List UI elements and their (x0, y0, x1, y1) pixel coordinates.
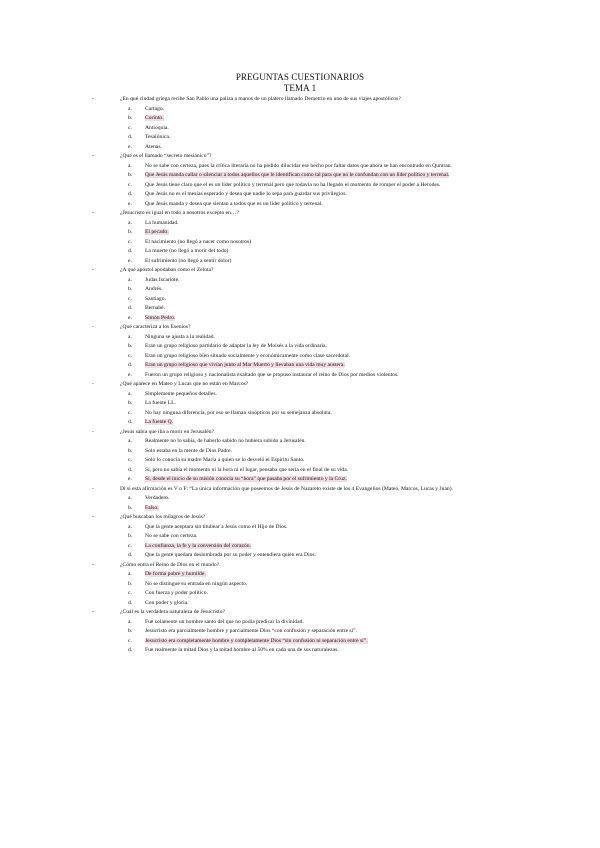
question-bullet: - (92, 153, 94, 159)
answer-option (128, 103, 522, 113)
question-bullet: - (92, 428, 94, 435)
answer-option-highlighted (128, 540, 522, 550)
answer-option (128, 236, 522, 246)
option-text: Ninguna se ajusta a la realidad. (145, 333, 215, 340)
option-letter: e. (128, 371, 132, 378)
question-item (92, 267, 520, 274)
option-letter: a. (128, 219, 132, 226)
answer-option (128, 464, 522, 474)
question-item (92, 324, 520, 331)
answer-option-highlighted (128, 569, 522, 579)
answer-option-highlighted (128, 113, 522, 123)
option-letter: c. (128, 542, 132, 549)
question-text: ¿Jesucristo es igual en todo a nosotros excepto en…? (120, 210, 239, 216)
answer-option (128, 436, 522, 446)
option-letter: d. (128, 362, 133, 368)
option-text: Eran un grupo religioso partidario de adaptar la ley de Moisés a la vida ordinaria. (145, 343, 327, 349)
option-letter: a. (128, 105, 132, 112)
question-item (92, 609, 520, 616)
answer-option (128, 578, 522, 588)
option-text: Que Jesús manda y desea que sientan a todos que es un líder político y terrenal. (145, 200, 323, 207)
question-item (92, 96, 520, 103)
option-text: Bernabé. (145, 305, 166, 311)
option-letter: c. (128, 409, 132, 416)
option-text: La muerte (no llegó a morir del todo) (145, 248, 229, 254)
answer-option (128, 132, 522, 142)
option-letter: c. (128, 295, 132, 302)
answer-option (128, 350, 522, 360)
option-text: Corinto. (145, 115, 164, 121)
answer-option-highlighted (128, 502, 522, 512)
answer-option (128, 293, 522, 303)
option-text: Con fuerza y poder político. (145, 590, 208, 596)
option-letter: e. (128, 314, 132, 321)
option-letter: c. (128, 352, 132, 359)
answer-option-highlighted (128, 227, 522, 237)
answer-option-highlighted (128, 474, 522, 484)
option-letter: b. (128, 400, 133, 406)
option-letter: b. (128, 504, 133, 511)
option-letter: a. (128, 390, 132, 397)
question-text: ¿Cómo entra el Reino de Dios en el mundo? (120, 561, 220, 568)
answer-option (128, 521, 522, 531)
answer-option (128, 246, 522, 256)
option-letter: a. (128, 438, 132, 444)
option-text: Cartago. (145, 105, 165, 112)
option-letter: e. (128, 257, 132, 264)
answer-option (128, 493, 522, 503)
question-item (92, 210, 520, 217)
option-text: Jesucristo era parcialmente hombre y parcialmente Dios “con confusión y separación entre sí”. (145, 628, 358, 634)
option-letter: c. (128, 457, 132, 463)
option-letter: d. (128, 134, 133, 140)
option-letter: a. (128, 523, 132, 530)
option-letter: d. (128, 248, 133, 254)
question-bullet: - (92, 561, 94, 568)
question-item (92, 561, 520, 569)
option-text: De forma pobre y humilde. (145, 571, 206, 577)
option-letter: a. (128, 276, 132, 283)
question-text: Di si esta afirmación es V o F: “La única información que poseemos de Jesús de Nazareto existe de los 4 Evangelios (Mateo, Marcos, Lucas y Juan). (120, 485, 453, 492)
answer-option (128, 588, 522, 598)
question-text: ¿Qué buscaban los milagros de Jesús? (120, 514, 206, 520)
option-letter: b. (128, 628, 133, 634)
option-text: Eran un grupo religioso que vivían junto al Mar Muerto y llevaban una vida muy austera. (145, 362, 345, 368)
answer-option (128, 369, 522, 379)
answer-option-highlighted (128, 360, 522, 370)
document-subtitle: TEMA 1 (283, 83, 317, 93)
answer-option (128, 407, 522, 417)
question-bullet: - (92, 96, 94, 102)
option-letter: b. (128, 533, 133, 539)
option-letter: c. (128, 124, 132, 131)
option-text: La humanidad. (145, 219, 179, 226)
question-bullet: - (92, 609, 94, 615)
option-text: El nacimiento (no llegó a nacer como nosotros) (145, 238, 252, 245)
answer-option (128, 331, 522, 341)
option-text: Jesucristo era completamente hombre y completamente Dios “sin confusión ni separación entre sí”. (145, 637, 368, 644)
option-letter: c. (128, 181, 132, 188)
option-text: No se sabe con certeza, pues la crítica literaria no ha podido dilucidar ese hecho por faltar datos que ahora se han encontrado en Qumran. (145, 162, 452, 169)
option-letter: d. (128, 466, 133, 473)
option-text: Fue realmente la mitad Dios y la mitad hombre al 50% en cada una de sus naturalezas. (145, 647, 339, 653)
option-letter: a. (128, 618, 132, 625)
answer-option (128, 160, 522, 170)
option-letter: d. (128, 305, 133, 311)
question-text: ¿Jesús sabía que iba a morir en Jerusalén? (120, 428, 214, 435)
answer-option-highlighted (128, 312, 522, 322)
question-bullet: - (92, 485, 94, 492)
option-text: El sufrimiento (no llegó a sentir dolor) (145, 257, 232, 264)
answer-option (128, 455, 522, 465)
question-text: ¿Qué aparece en Mateo y Lucas que no están en Marcos? (120, 381, 249, 387)
question-bullet: - (92, 381, 94, 387)
option-letter: c. (128, 238, 132, 245)
option-text: Que Jesús manda callar o silenciar a todos aquellos que le identifican como tal para que no le confundan con un líder político y terrenal. (145, 172, 450, 178)
option-letter: e. (128, 200, 132, 207)
option-text: Con poder y gloria. (145, 599, 189, 606)
option-letter: b. (128, 286, 133, 292)
question-text: ¿Cuál es la verdadera naturaleza de Jesucristo? (120, 609, 225, 615)
option-letter: d. (128, 647, 133, 653)
question-list (0, 96, 600, 654)
answer-option (128, 179, 522, 189)
question-bullet: - (92, 267, 94, 273)
question-item (92, 485, 520, 493)
option-text: La fuente LL. (145, 400, 176, 406)
answer-option (128, 445, 522, 455)
answer-option (128, 189, 522, 199)
option-letter: a. (128, 495, 132, 501)
option-text: No se sabe con certeza. (145, 533, 198, 539)
option-letter: b. (128, 580, 133, 587)
option-text: Verdadero. (145, 495, 170, 501)
option-text: Que la gente quedara deslumbrada por su poder y entendiera quién era Dios. (145, 552, 317, 558)
option-text: Simón Pedro. (145, 314, 176, 321)
question-item (92, 514, 520, 521)
answer-option-highlighted (128, 635, 522, 645)
option-text: Simplemente pequeños detalles. (145, 390, 217, 397)
option-text: Falso. (145, 504, 159, 511)
answer-option (128, 303, 522, 313)
document-title: PREGUNTAS CUESTIONARIOS (235, 72, 365, 82)
option-letter: d. (128, 599, 133, 606)
answer-option (128, 341, 522, 351)
option-letter: d. (128, 419, 133, 425)
option-letter: e. (128, 143, 132, 150)
option-letter: c. (128, 590, 132, 596)
answer-option (128, 198, 522, 208)
answer-option-highlighted (128, 417, 522, 427)
option-text: Atenas. (145, 143, 162, 150)
option-letter: a. (128, 333, 132, 340)
answer-option (128, 284, 522, 294)
option-text: Solo lo conocía su madre María a quien se lo desveló el Espíritu Santo. (145, 457, 305, 463)
question-text: ¿Qué es el llamado “secreto mesiánico”? (120, 153, 212, 159)
option-text: Antioquía. (145, 124, 169, 131)
option-text: Santiago. (145, 295, 166, 302)
question-item (92, 381, 520, 388)
question-text: ¿Qué caracteriza a los Esenios? (120, 324, 191, 330)
option-text: Sí, pero no sabía el momento ni la hora ni el lugar, pensaba que sería en el final de su vida. (145, 466, 349, 473)
option-text: El pecado. (145, 229, 169, 235)
option-text: Fueron un grupo religioso y nacionalista exaltado que se propuso instaurar el reino de Dios por medios violentos. (145, 371, 399, 378)
option-text: Que Jesús no es el mesías esperado y desea que nadie lo sepa para guardar sus privilegios. (145, 191, 347, 197)
answer-option-highlighted (128, 170, 522, 180)
option-letter: b. (128, 447, 133, 454)
answer-option (128, 550, 522, 560)
answer-option (128, 122, 522, 132)
answer-option (128, 597, 522, 607)
option-text: Judas Iscariote. (145, 276, 180, 283)
answer-option (128, 531, 522, 541)
option-text: Solo estaba en la mente de Dios Padre. (145, 447, 232, 454)
option-letter: b. (128, 343, 133, 349)
option-text: Andrés. (145, 286, 163, 292)
option-text: Fue solamente un hombre santo del que no podía predicar la divinidad. (145, 618, 304, 625)
question-item (92, 428, 520, 436)
answer-option (128, 626, 522, 636)
question-item (92, 153, 520, 160)
answer-option (128, 141, 522, 151)
question-bullet: - (92, 324, 94, 330)
answer-option (128, 217, 522, 227)
question-bullet: - (92, 514, 94, 520)
document-header (0, 72, 600, 94)
option-text: Realmente no lo sabía, de haberlo sabido no hubiera subido a Jerusalén. (145, 438, 306, 444)
option-text: No hay ninguna diferencia, por eso se llaman sinópticos por su semejanza absoluta. (145, 409, 332, 416)
option-text: Eran un grupo religioso bien situado socialmente y económicamente como clase sacerdotal. (145, 352, 351, 359)
answer-option (128, 645, 522, 655)
answer-option (128, 398, 522, 408)
answer-option (128, 274, 522, 284)
option-text: La confianza, la fe y la conversión del corazón. (145, 542, 251, 549)
answer-option (128, 388, 522, 398)
option-text: Que Jesús tiene claro que el es un líder político y terrenal pero que todavía no ha llegado el momento de romper el poder a Herodes. (145, 181, 441, 188)
option-letter: b. (128, 115, 133, 121)
question-text: ¿A qué apóstol apodaban como el Zelota? (120, 267, 214, 273)
option-text: Que la gente aceptara sin titubear a Jesús como el Hijo de Dios. (145, 523, 288, 530)
option-text: No se distingue su entrada en ningún aspecto. (145, 580, 248, 587)
question-bullet: - (92, 210, 94, 216)
question-text: ¿En qué ciudad griega recibe San Pablo una paliza a manos de un platero llamado Demetrio en uno de sus viajes apostólicos? (120, 96, 401, 102)
option-letter: c. (128, 637, 132, 644)
option-letter: e. (128, 476, 132, 482)
option-letter: a. (128, 162, 132, 169)
option-letter: b. (128, 229, 133, 235)
option-text: Tesalónica. (145, 134, 171, 140)
answer-option (128, 255, 522, 265)
option-letter: d. (128, 552, 133, 558)
option-letter: b. (128, 172, 133, 178)
option-text: La fuente Q. (145, 419, 174, 425)
option-text: Sí, desde el inicio de su misión conocía su “hora” que pasaba por el sufrimiento y la Cruz. (145, 476, 347, 482)
option-letter: a. (128, 571, 132, 577)
answer-option (128, 616, 522, 626)
option-letter: d. (128, 191, 133, 197)
